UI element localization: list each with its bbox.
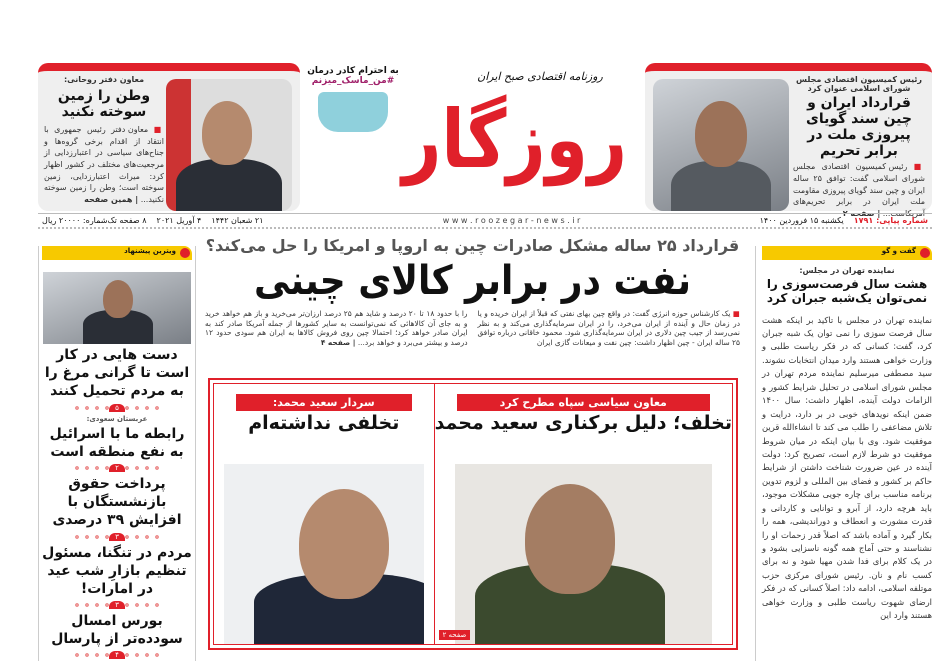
story-kicker: رئیس کمیسیون اقتصادی مجلس شورای اسلامی عنوان کرد — [796, 75, 922, 93]
story-headline: قرارداد ایران و چین سند گویای پیروزی ملت در برابر تحریم — [806, 95, 912, 160]
date-hijri: ۲۱ شعبان ۱۴۴۲ — [211, 216, 264, 225]
interview-headline[interactable]: هشت سال فرصت‌سوزی را نمی‌توان یک‌شبه جبران کرد — [766, 277, 928, 305]
lead-body-col1: ■ یک کارشناس حوزه انرژی گفت: در واقع چین بهای نفتی که قبلاً از ایران خریده و یا در زمان حال و آینده از ایران می‌خرد، را در ایران سرمایه‌گذاری می‌کند و به نظر نمی‌رسد از جیب چین دلاری در ایران سرمایه‌گذاری شود. محمود خاقانی درباره توافق ۲۵ ساله ایران - چین اظهار داشت: چین نفت و میعانات گازی ایران — [477, 309, 740, 348]
suggestion-item[interactable] — [42, 612, 192, 659]
photo-story-left — [214, 384, 434, 644]
suggestion-item[interactable] — [42, 475, 192, 541]
date-gregorian: ۴ آوریل ۲۰۲۱ — [156, 216, 202, 225]
suggestion-item[interactable] — [42, 544, 192, 610]
top-left-story[interactable] — [38, 63, 300, 211]
section-dot-icon — [180, 248, 190, 258]
item-headline: دست هایی در کار است تا گرانی مرغ را به مردم تحمیل کنند — [44, 347, 190, 400]
story-kicker: معاون دفتر روحانی: — [63, 75, 145, 84]
newspaper-logo: روزگار — [402, 93, 627, 186]
item-headline: بورس امسال سودده‌تر از پارسال — [51, 613, 183, 648]
official-photo — [455, 464, 712, 644]
page-ref: صفحه ۲ — [439, 630, 471, 640]
right-headline: تخلف؛ دلیل برکناری سعید محمد — [434, 412, 732, 434]
story-body: ■ معاون دفتر رئیس جمهوری با انتقاد از اقدام برخی گروه‌ها و جناح‌های سیاسی در اعتبارزدایی از مرجعیت‌های مختلف در کشور اظهار کرد: میراث اعتبارزدایی، زمین سوخته است؛ وطن را زمین سوخته نکنید... | همین صفحه — [44, 125, 164, 204]
face-mask-icon — [318, 92, 388, 132]
story-photo — [653, 79, 789, 211]
lead-body-col2: را با حدود ۱۸ تا ۲۰ درصد و شاید هم ۲۵ درصد ارزان‌تر می‌خرید و باز هم خواهد خرید و به جای آن کالاهائی که نمی‌توانست به سایر کشورها از جمله آمریکا صادر کند به ایران صادر خواهد کرد؛ احتمالا چین روی فروش کالاها به ایران هم سودی حدود ۱۲ درصد و بیشتر می‌برد و خواهد برد... | صفحه ۴ — [205, 309, 468, 348]
item-kicker: عربستان سعودی: — [86, 414, 148, 423]
page-marker: ۴ — [72, 651, 162, 659]
campaign-note — [305, 66, 401, 132]
section-header: ویترین پیشنهاد — [42, 246, 192, 260]
lead-story[interactable] — [205, 236, 740, 348]
page-marker: ۳ — [72, 533, 162, 541]
right-label: معاون سیاسی سپاه مطرح کرد — [457, 394, 710, 411]
page-marker: ۲ — [72, 464, 162, 472]
pages-price: ۸ صفحه تک‌شماره: ۲۰۰۰۰ ریال — [42, 216, 147, 225]
suggestion-photo — [43, 272, 191, 344]
suggestion-item[interactable] — [42, 415, 192, 472]
page-marker: ۳ — [72, 601, 162, 609]
story-body: ■ رئیس کمیسیون اقتصادی مجلس شورای اسلامی گفت: توافق ۲۵ ساله ایران و چین سند گویای پیروزی مقاومت ملت ایران در برابر تحریم‌های آمریکاست... | صفحه ۲ — [793, 162, 925, 218]
website[interactable]: w w w . r o o z e g a r - n e w s . i r — [442, 216, 581, 225]
photo-story[interactable] — [208, 378, 738, 650]
dateline-bar — [38, 213, 932, 229]
interview-kicker: نماینده تهران در مجلس: — [799, 266, 895, 275]
lead-overline: قرارداد ۲۵ ساله مشکل صادرات چین به اروپا و امریکا را حل می‌کند؟ — [205, 236, 740, 255]
issue-number: شماره پیاپی: ۱۷۹۱ — [853, 216, 928, 225]
suggestion-column — [38, 246, 196, 661]
lead-headline: نفت در برابر کالای چینی — [253, 258, 692, 305]
page-marker: ۵ — [72, 404, 162, 412]
item-headline: رابطه ما با اسرائیل به نفع منطقه است — [49, 425, 185, 460]
official-photo — [224, 464, 424, 644]
top-right-story[interactable] — [645, 63, 932, 218]
interview-column — [755, 246, 932, 661]
item-headline: مردم در تنگنا، مسئول تنظیم بازارِ شب عید در امارات! — [42, 544, 192, 597]
campaign-text: به احترام کادر درمان — [307, 66, 399, 76]
item-headline: پرداخت حقوق بازنشستگان با افزایش ۳۹ درصدی — [52, 475, 182, 529]
date-persian: یکشنبه ۱۵ فروردین ۱۴۰۰ — [759, 216, 844, 225]
interview-body: نماینده تهران در مجلس با تاکید بر اینکه هشت سال فرصت سوزی را نمی توان یک شبه جبران کرد، گفت: کسانی که در فکر ریاست طلبی و وزارت خواهی هستند وارد میدان انتخابات نشوند. سید مصطفی میرسلیم نماینده مردم تهران در مجلس شورای اسلامی در تحلیل شرایط کشور و الزامات دولت آینده، اظهار داشت: سال ۱۴۰۰ ضمن اینکه نویدهای خوبی در بر دارد، درایت و تلاش مضاعفی را طلب می کند تا انشاءالله قرین موفقیت شود. وی با بیان اینکه در میان شروط موفقیت دو شرط لازم است، تصریح کرد: دولت آینده در عین ضرورت شناخت داشتن از شرایط حاکم بر کشور و فضای بین المللی و لزوم تدوین برنامه مناسب برای چاره جویی مشکلات موجود، باید هرچه دارد، از آبرو و توانایی و کاردانی و قدرت مشورت و انعطاف و دوراندیشی، همه را بکار گیرد و آماده باشد که اصلاً قدر زحمات او را نشناسند و حتی آماج همه گونه ناسزایی بشود و در یک کلام برای فدا شدن مهیا شود و نه برای کسب نام و نان. رئیس شورای مرکزی حزب موتلفه اسلامی، ادامه داد: اصلاً کسانی که در فکر ارضای شهوت ریاست طلبی و وزارت خواهی هستند وارد این — [762, 314, 932, 621]
story-headline: وطن را زمین سوخته نکنید — [57, 88, 151, 121]
photo-story-right — [434, 384, 732, 644]
campaign-hashtag: #من_ماسک_میزنم — [311, 76, 395, 86]
left-headline: تخلفی نداشته‌ام — [248, 412, 400, 434]
suggestion-item[interactable] — [42, 346, 192, 412]
left-label: سردار سعید محمد: — [236, 394, 412, 411]
section-header: گفت و گو — [762, 246, 932, 260]
section-dot-icon — [920, 248, 930, 258]
tagline: روزنامه اقتصادی صبح ایران — [477, 70, 603, 83]
story-photo — [166, 79, 292, 211]
